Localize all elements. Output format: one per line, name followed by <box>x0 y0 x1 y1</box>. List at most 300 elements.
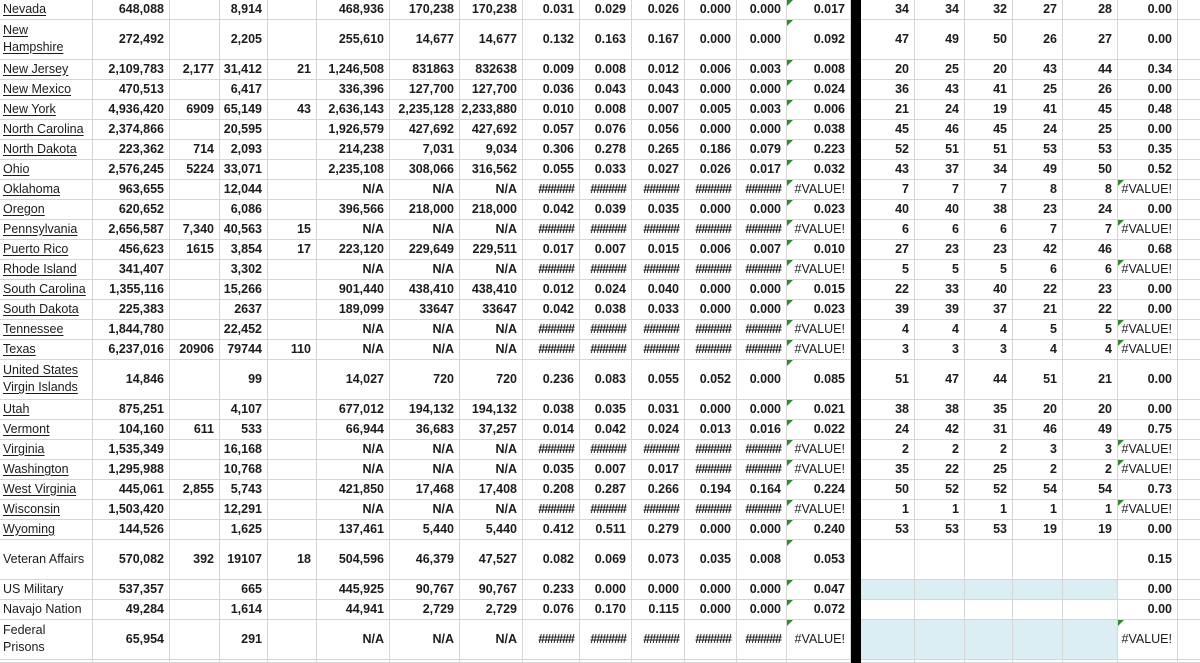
cell[interactable] <box>460 0 523 20</box>
cell[interactable] <box>632 460 685 480</box>
row-header-cell[interactable] <box>0 360 93 400</box>
cell[interactable] <box>170 440 220 460</box>
state-link[interactable]: Virginia <box>3 441 45 456</box>
row-header-cell[interactable] <box>0 540 93 580</box>
cell[interactable] <box>787 480 851 500</box>
cell[interactable] <box>1178 540 1200 580</box>
cell[interactable] <box>390 440 460 460</box>
cell[interactable] <box>1118 620 1178 660</box>
cell[interactable] <box>737 580 787 600</box>
cell[interactable] <box>523 400 580 420</box>
cell[interactable] <box>580 600 632 620</box>
cell[interactable] <box>93 600 170 620</box>
cell[interactable] <box>737 60 787 80</box>
cell[interactable] <box>1118 180 1178 200</box>
cell[interactable] <box>737 320 787 340</box>
cell[interactable] <box>1178 120 1200 140</box>
cell[interactable] <box>632 0 685 20</box>
cell[interactable] <box>460 180 523 200</box>
cell[interactable] <box>460 220 523 240</box>
cell[interactable] <box>1063 300 1118 320</box>
cell[interactable] <box>1178 220 1200 240</box>
cell[interactable] <box>787 120 851 140</box>
cell[interactable] <box>523 540 580 580</box>
cell[interactable] <box>1178 60 1200 80</box>
cell[interactable] <box>861 520 915 540</box>
cell[interactable] <box>170 220 220 240</box>
cell[interactable] <box>317 420 390 440</box>
cell[interactable] <box>317 480 390 500</box>
cell[interactable] <box>787 300 851 320</box>
cell[interactable] <box>580 520 632 540</box>
cell[interactable] <box>1013 60 1063 80</box>
cell[interactable] <box>317 220 390 240</box>
cell[interactable] <box>737 20 787 60</box>
cell[interactable] <box>915 20 965 60</box>
cell[interactable] <box>965 400 1013 420</box>
cell[interactable] <box>1118 540 1178 580</box>
cell[interactable] <box>460 460 523 480</box>
cell[interactable] <box>1118 80 1178 100</box>
cell[interactable] <box>1178 400 1200 420</box>
cell[interactable] <box>93 400 170 420</box>
cell[interactable] <box>220 400 268 420</box>
cell[interactable] <box>93 500 170 520</box>
cell[interactable] <box>915 160 965 180</box>
state-link[interactable]: Pennsylvania <box>3 221 78 236</box>
cell[interactable] <box>1063 220 1118 240</box>
cell[interactable] <box>737 480 787 500</box>
cell[interactable] <box>268 280 317 300</box>
cell[interactable] <box>1013 160 1063 180</box>
cell[interactable] <box>220 300 268 320</box>
cell[interactable] <box>1063 20 1118 60</box>
cell[interactable] <box>685 160 737 180</box>
cell[interactable] <box>460 300 523 320</box>
cell[interactable] <box>1013 20 1063 60</box>
cell[interactable] <box>787 20 851 60</box>
cell[interactable] <box>861 420 915 440</box>
cell[interactable] <box>170 80 220 100</box>
cell[interactable] <box>523 340 580 360</box>
cell[interactable] <box>1013 360 1063 400</box>
cell[interactable] <box>861 260 915 280</box>
cell[interactable] <box>220 500 268 520</box>
cell[interactable] <box>1013 80 1063 100</box>
cell[interactable] <box>317 460 390 480</box>
cell[interactable] <box>737 460 787 480</box>
cell[interactable] <box>1013 500 1063 520</box>
cell[interactable] <box>1178 580 1200 600</box>
cell[interactable] <box>685 620 737 660</box>
cell[interactable] <box>1118 420 1178 440</box>
cell[interactable] <box>861 620 915 660</box>
cell[interactable] <box>915 360 965 400</box>
cell[interactable] <box>580 400 632 420</box>
cell[interactable] <box>1013 580 1063 600</box>
cell[interactable] <box>220 460 268 480</box>
cell[interactable] <box>1013 540 1063 580</box>
cell[interactable] <box>861 180 915 200</box>
cell[interactable] <box>861 200 915 220</box>
cell[interactable] <box>1118 460 1178 480</box>
cell[interactable] <box>1118 220 1178 240</box>
cell[interactable] <box>632 340 685 360</box>
cell[interactable] <box>1013 340 1063 360</box>
cell[interactable] <box>317 200 390 220</box>
cell[interactable] <box>268 580 317 600</box>
cell[interactable] <box>861 60 915 80</box>
cell[interactable] <box>523 100 580 120</box>
cell[interactable] <box>685 180 737 200</box>
cell[interactable] <box>317 300 390 320</box>
cell[interactable] <box>1118 500 1178 520</box>
cell[interactable] <box>1063 80 1118 100</box>
cell[interactable] <box>1063 580 1118 600</box>
cell[interactable] <box>915 60 965 80</box>
cell[interactable] <box>632 480 685 500</box>
cell[interactable] <box>580 320 632 340</box>
cell[interactable] <box>317 340 390 360</box>
cell[interactable] <box>787 140 851 160</box>
cell[interactable] <box>390 400 460 420</box>
cell[interactable] <box>861 0 915 20</box>
cell[interactable] <box>460 240 523 260</box>
row-header-cell[interactable] <box>0 260 93 280</box>
cell[interactable] <box>220 160 268 180</box>
cell[interactable] <box>861 120 915 140</box>
cell[interactable] <box>915 520 965 540</box>
cell[interactable] <box>170 600 220 620</box>
cell[interactable] <box>1178 480 1200 500</box>
state-link[interactable]: Oregon <box>3 201 45 216</box>
cell[interactable] <box>1063 460 1118 480</box>
state-link[interactable]: New Hampshire <box>3 23 64 54</box>
cell[interactable] <box>317 180 390 200</box>
cell[interactable] <box>787 360 851 400</box>
cell[interactable] <box>787 620 851 660</box>
cell[interactable] <box>1178 500 1200 520</box>
cell[interactable] <box>737 420 787 440</box>
cell[interactable] <box>685 0 737 20</box>
row-header-cell[interactable] <box>0 320 93 340</box>
cell[interactable] <box>685 600 737 620</box>
cell[interactable] <box>170 0 220 20</box>
cell[interactable] <box>915 500 965 520</box>
cell[interactable] <box>220 420 268 440</box>
cell[interactable] <box>965 220 1013 240</box>
cell[interactable] <box>965 0 1013 20</box>
cell[interactable] <box>170 460 220 480</box>
cell[interactable] <box>580 580 632 600</box>
cell[interactable] <box>965 80 1013 100</box>
cell[interactable] <box>965 120 1013 140</box>
cell[interactable] <box>965 200 1013 220</box>
cell[interactable] <box>317 100 390 120</box>
cell[interactable] <box>170 160 220 180</box>
cell[interactable] <box>170 100 220 120</box>
cell[interactable] <box>170 240 220 260</box>
cell[interactable] <box>1063 180 1118 200</box>
cell[interactable] <box>93 280 170 300</box>
cell[interactable] <box>580 60 632 80</box>
cell[interactable] <box>523 240 580 260</box>
cell[interactable] <box>460 600 523 620</box>
cell[interactable] <box>1013 600 1063 620</box>
cell[interactable] <box>317 80 390 100</box>
cell[interactable] <box>915 100 965 120</box>
cell[interactable] <box>1178 140 1200 160</box>
cell[interactable] <box>170 540 220 580</box>
cell[interactable] <box>268 480 317 500</box>
cell[interactable] <box>737 0 787 20</box>
cell[interactable] <box>737 600 787 620</box>
cell[interactable] <box>737 120 787 140</box>
cell[interactable] <box>220 280 268 300</box>
cell[interactable] <box>220 520 268 540</box>
cell[interactable] <box>861 240 915 260</box>
row-header-cell[interactable] <box>0 460 93 480</box>
cell[interactable] <box>317 20 390 60</box>
cell[interactable] <box>965 500 1013 520</box>
cell[interactable] <box>268 340 317 360</box>
cell[interactable] <box>861 300 915 320</box>
cell[interactable] <box>170 360 220 400</box>
cell[interactable] <box>523 120 580 140</box>
cell[interactable] <box>787 200 851 220</box>
cell[interactable] <box>632 400 685 420</box>
row-header-cell[interactable] <box>0 120 93 140</box>
cell[interactable] <box>1178 180 1200 200</box>
cell[interactable] <box>460 20 523 60</box>
cell[interactable] <box>685 300 737 320</box>
cell[interactable] <box>632 320 685 340</box>
cell[interactable] <box>1178 0 1200 20</box>
cell[interactable] <box>580 460 632 480</box>
row-header-cell[interactable] <box>0 0 93 20</box>
cell[interactable] <box>523 160 580 180</box>
cell[interactable] <box>268 60 317 80</box>
cell[interactable] <box>685 580 737 600</box>
cell[interactable] <box>93 540 170 580</box>
cell[interactable] <box>632 360 685 400</box>
cell[interactable] <box>317 0 390 20</box>
row-header-cell[interactable] <box>0 440 93 460</box>
state-link[interactable]: Rhode Island <box>3 261 77 276</box>
cell[interactable] <box>861 160 915 180</box>
cell[interactable] <box>268 300 317 320</box>
cell[interactable] <box>317 440 390 460</box>
cell[interactable] <box>915 280 965 300</box>
cell[interactable] <box>460 620 523 660</box>
cell[interactable] <box>580 0 632 20</box>
state-link[interactable]: Puerto Rico <box>3 241 69 256</box>
cell[interactable] <box>915 240 965 260</box>
cell[interactable] <box>965 320 1013 340</box>
cell[interactable] <box>1013 180 1063 200</box>
cell[interactable] <box>460 420 523 440</box>
cell[interactable] <box>580 620 632 660</box>
cell[interactable] <box>915 0 965 20</box>
cell[interactable] <box>1178 320 1200 340</box>
cell[interactable] <box>580 80 632 100</box>
cell[interactable] <box>965 60 1013 80</box>
cell[interactable] <box>632 160 685 180</box>
cell[interactable] <box>1063 480 1118 500</box>
cell[interactable] <box>915 420 965 440</box>
cell[interactable] <box>787 580 851 600</box>
cell[interactable] <box>580 220 632 240</box>
cell[interactable] <box>632 240 685 260</box>
cell[interactable] <box>965 260 1013 280</box>
cell[interactable] <box>93 200 170 220</box>
cell[interactable] <box>93 240 170 260</box>
cell[interactable] <box>737 80 787 100</box>
cell[interactable] <box>1118 0 1178 20</box>
cell[interactable] <box>460 120 523 140</box>
cell[interactable] <box>523 220 580 240</box>
cell[interactable] <box>915 260 965 280</box>
cell[interactable] <box>317 600 390 620</box>
cell[interactable] <box>685 260 737 280</box>
cell[interactable] <box>915 120 965 140</box>
cell[interactable] <box>737 540 787 580</box>
cell[interactable] <box>787 540 851 580</box>
cell[interactable] <box>861 400 915 420</box>
row-header-cell[interactable] <box>0 140 93 160</box>
cell[interactable] <box>787 460 851 480</box>
cell[interactable] <box>1178 80 1200 100</box>
row-header-cell[interactable] <box>0 220 93 240</box>
cell[interactable] <box>1118 340 1178 360</box>
cell[interactable] <box>1178 160 1200 180</box>
cell[interactable] <box>523 360 580 400</box>
cell[interactable] <box>93 140 170 160</box>
cell[interactable] <box>965 240 1013 260</box>
cell[interactable] <box>460 260 523 280</box>
cell[interactable] <box>685 220 737 240</box>
cell[interactable] <box>390 480 460 500</box>
cell[interactable] <box>685 440 737 460</box>
cell[interactable] <box>317 320 390 340</box>
state-link[interactable]: Tennessee <box>3 321 64 336</box>
cell[interactable] <box>965 440 1013 460</box>
cell[interactable] <box>787 180 851 200</box>
cell[interactable] <box>523 320 580 340</box>
cell[interactable] <box>1118 320 1178 340</box>
cell[interactable] <box>787 160 851 180</box>
cell[interactable] <box>170 520 220 540</box>
cell[interactable] <box>460 340 523 360</box>
state-link[interactable]: Oklahoma <box>3 181 60 196</box>
cell[interactable] <box>390 320 460 340</box>
cell[interactable] <box>220 260 268 280</box>
cell[interactable] <box>460 160 523 180</box>
cell[interactable] <box>915 180 965 200</box>
state-link[interactable]: Utah <box>3 401 30 416</box>
cell[interactable] <box>170 420 220 440</box>
cell[interactable] <box>93 300 170 320</box>
state-link[interactable]: South Dakota <box>3 301 79 316</box>
cell[interactable] <box>523 600 580 620</box>
cell[interactable] <box>1013 420 1063 440</box>
cell[interactable] <box>1118 300 1178 320</box>
cell[interactable] <box>390 180 460 200</box>
cell[interactable] <box>93 100 170 120</box>
cell[interactable] <box>220 220 268 240</box>
cell[interactable] <box>787 400 851 420</box>
cell[interactable] <box>317 240 390 260</box>
cell[interactable] <box>317 360 390 400</box>
cell[interactable] <box>915 460 965 480</box>
cell[interactable] <box>632 500 685 520</box>
cell[interactable] <box>1178 200 1200 220</box>
cell[interactable] <box>93 20 170 60</box>
cell[interactable] <box>861 340 915 360</box>
cell[interactable] <box>268 160 317 180</box>
cell[interactable] <box>317 120 390 140</box>
cell[interactable] <box>737 440 787 460</box>
cell[interactable] <box>861 440 915 460</box>
cell[interactable] <box>390 120 460 140</box>
cell[interactable] <box>861 460 915 480</box>
cell[interactable] <box>390 300 460 320</box>
cell[interactable] <box>787 280 851 300</box>
state-link[interactable]: North Dakota <box>3 141 77 156</box>
cell[interactable] <box>1178 300 1200 320</box>
cell[interactable] <box>1178 280 1200 300</box>
cell[interactable] <box>390 420 460 440</box>
cell[interactable] <box>915 540 965 580</box>
cell[interactable] <box>965 480 1013 500</box>
cell[interactable] <box>965 620 1013 660</box>
cell[interactable] <box>737 220 787 240</box>
cell[interactable] <box>1178 360 1200 400</box>
cell[interactable] <box>685 420 737 440</box>
cell[interactable] <box>1118 400 1178 420</box>
cell[interactable] <box>93 160 170 180</box>
cell[interactable] <box>861 100 915 120</box>
cell[interactable] <box>317 500 390 520</box>
cell[interactable] <box>1178 100 1200 120</box>
cell[interactable] <box>861 600 915 620</box>
cell[interactable] <box>317 520 390 540</box>
cell[interactable] <box>268 100 317 120</box>
cell[interactable] <box>170 280 220 300</box>
cell[interactable] <box>390 240 460 260</box>
cell[interactable] <box>1178 620 1200 660</box>
cell[interactable] <box>737 180 787 200</box>
cell[interactable] <box>1013 140 1063 160</box>
cell[interactable] <box>787 60 851 80</box>
cell[interactable] <box>787 80 851 100</box>
cell[interactable] <box>580 280 632 300</box>
cell[interactable] <box>1013 0 1063 20</box>
cell[interactable] <box>523 20 580 60</box>
row-header-cell[interactable] <box>0 100 93 120</box>
cell[interactable] <box>460 80 523 100</box>
cell[interactable] <box>220 240 268 260</box>
cell[interactable] <box>390 500 460 520</box>
cell[interactable] <box>523 440 580 460</box>
cell[interactable] <box>632 260 685 280</box>
cell[interactable] <box>1118 240 1178 260</box>
cell[interactable] <box>737 100 787 120</box>
cell[interactable] <box>632 580 685 600</box>
cell[interactable] <box>1063 100 1118 120</box>
cell[interactable] <box>685 400 737 420</box>
state-link[interactable]: West Virginia <box>3 481 77 496</box>
